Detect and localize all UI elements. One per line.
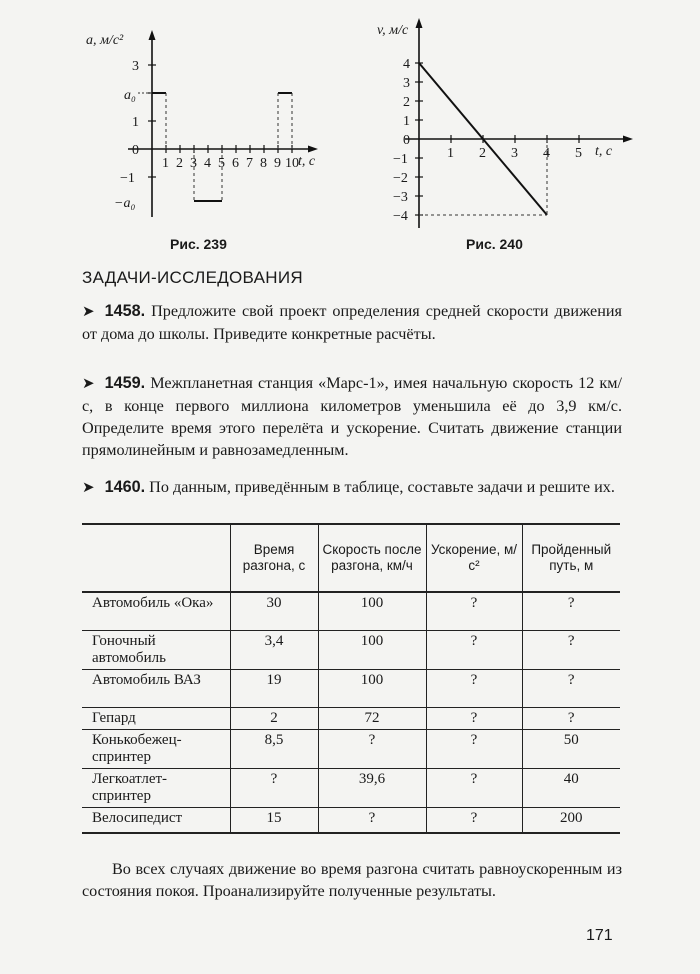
arrow-icon: ➤	[82, 304, 95, 320]
vehicle-cell: Гоночный автомобиль	[82, 630, 230, 669]
speed-cell: 39,6	[318, 768, 426, 807]
distance-cell: 200	[522, 807, 620, 833]
distance-cell: ?	[522, 707, 620, 729]
task-text: По данным, приведённым в таблице, составьте задачи и решите их.	[149, 478, 615, 496]
velocity-graph	[355, 14, 635, 236]
accel-cell: ?	[426, 707, 522, 729]
fig240-xtick: 1	[447, 146, 454, 161]
vehicle-cell: Конькобежец-спринтер	[82, 729, 230, 768]
accel-cell: ?	[426, 807, 522, 833]
fig239-xtick: 10	[285, 156, 299, 171]
fig240-xtick: 5	[575, 146, 582, 161]
acceleration-graph	[80, 22, 320, 232]
fig239-a0-label: a₀	[124, 88, 136, 103]
figure-239-caption: Рис. 239	[170, 236, 227, 252]
fig239-neg-a0-label: −a₀	[114, 196, 136, 211]
fig239-xtick: 3	[190, 156, 197, 171]
speed-cell: 100	[318, 592, 426, 630]
distance-cell: ?	[522, 630, 620, 669]
table-header: Время разгона, с	[230, 524, 318, 592]
arrow-icon: ➤	[82, 480, 95, 496]
speed-cell: 100	[318, 669, 426, 707]
fig239-xtick: 5	[218, 156, 225, 171]
fig239-xtick: 4	[204, 156, 211, 171]
fig239-xtick: 7	[246, 156, 253, 171]
fig240-xtick: 4	[543, 146, 550, 161]
table-header-row	[82, 524, 620, 592]
table-row	[82, 630, 620, 669]
time-cell: 2	[230, 707, 318, 729]
fig239-x-label: t, с	[298, 154, 316, 169]
acceleration-table	[82, 523, 620, 834]
vehicle-cell: Легкоатлет-спринтер	[82, 768, 230, 807]
accel-cell: ?	[426, 630, 522, 669]
table-header: Скорость после разгона, км/ч	[318, 524, 426, 592]
time-cell: 30	[230, 592, 318, 630]
figure-240	[355, 14, 635, 236]
section-title: ЗАДАЧИ-ИССЛЕДОВАНИЯ	[82, 268, 303, 287]
table-header: Ускорение, м/с²	[426, 524, 522, 592]
fig240-ytick: −1	[393, 152, 408, 167]
vehicle-cell: Автомобиль ВАЗ	[82, 669, 230, 707]
vehicle-cell: Гепард	[82, 707, 230, 729]
fig240-xtick: 3	[511, 146, 518, 161]
table-row	[82, 729, 620, 768]
table-row	[82, 592, 620, 630]
task-number: 1458.	[104, 302, 146, 320]
table-row	[82, 807, 620, 833]
arrow-icon: ➤	[82, 376, 95, 392]
fig240-ytick: 0	[403, 133, 410, 148]
table-row	[82, 768, 620, 807]
task-text: Предложите свой проект определения средней скорости движения от дома до школы. Приведите конкретные расчёты.	[82, 302, 623, 343]
vehicle-cell: Велосипедист	[82, 807, 230, 833]
fig239-xtick: 8	[260, 156, 267, 171]
distance-cell: 40	[522, 768, 620, 807]
fig240-ytick: −2	[393, 171, 408, 186]
table-header	[82, 524, 230, 592]
speed-cell: ?	[318, 807, 426, 833]
accel-cell: ?	[426, 592, 522, 630]
fig239-ytick: 3	[132, 59, 139, 74]
figure-240-caption: Рис. 240	[466, 236, 523, 252]
speed-cell: 100	[318, 630, 426, 669]
task-1459	[82, 372, 622, 461]
accel-cell: ?	[426, 729, 522, 768]
accel-cell: ?	[426, 669, 522, 707]
task-number: 1459.	[104, 374, 146, 392]
time-cell: 15	[230, 807, 318, 833]
task-number: 1460.	[104, 478, 146, 496]
time-cell: 3,4	[230, 630, 318, 669]
fig239-y-label: a, м/с²	[86, 33, 124, 48]
distance-cell: ?	[522, 592, 620, 630]
fig240-ytick: 4	[403, 57, 410, 72]
time-cell: 8,5	[230, 729, 318, 768]
page-number: 171	[586, 927, 613, 944]
fig239-ytick: 0	[132, 143, 139, 158]
fig240-xtick: 2	[479, 146, 486, 161]
fig240-ytick: −4	[393, 209, 408, 224]
speed-cell: 72	[318, 707, 426, 729]
fig239-ytick: −1	[120, 171, 135, 186]
fig240-ytick: 2	[403, 95, 410, 110]
fig239-xtick: 6	[232, 156, 239, 171]
task-text: Межпланетная станция «Марс-1», имея начальную скорость 12 км/с, в конце первого миллиона километров уменьшила её до 3,9 км/с. Определите время этого перелёта и ускорение. Считать движение станции прямолинейным и равнозамедленным.	[82, 374, 623, 459]
fig240-ytick: 3	[403, 76, 410, 91]
fig239-ytick: 1	[132, 115, 139, 130]
table-header: Пройденный путь, м	[522, 524, 620, 592]
fig239-xtick: 2	[176, 156, 183, 171]
closing-text: Во всех случаях движение во время разгона считать равноускоренным из состояния покоя. Проанализируйте полученные результаты.	[82, 860, 622, 900]
task-1460	[82, 476, 622, 499]
fig240-x-label: t, с	[595, 144, 613, 159]
fig239-xtick: 9	[274, 156, 281, 171]
distance-cell: ?	[522, 669, 620, 707]
table-row	[82, 669, 620, 707]
distance-cell: 50	[522, 729, 620, 768]
vehicle-cell: Автомобиль «Ока»	[82, 592, 230, 630]
accel-cell: ?	[426, 768, 522, 807]
fig240-y-label: v, м/с	[377, 23, 409, 38]
fig240-ytick: 1	[403, 114, 410, 129]
fig240-ytick: −3	[393, 190, 408, 205]
speed-cell: ?	[318, 729, 426, 768]
table-row	[82, 707, 620, 729]
time-cell: 19	[230, 669, 318, 707]
fig239-xtick: 1	[162, 156, 169, 171]
time-cell: ?	[230, 768, 318, 807]
figure-239	[80, 22, 320, 232]
task-1458	[82, 300, 622, 345]
